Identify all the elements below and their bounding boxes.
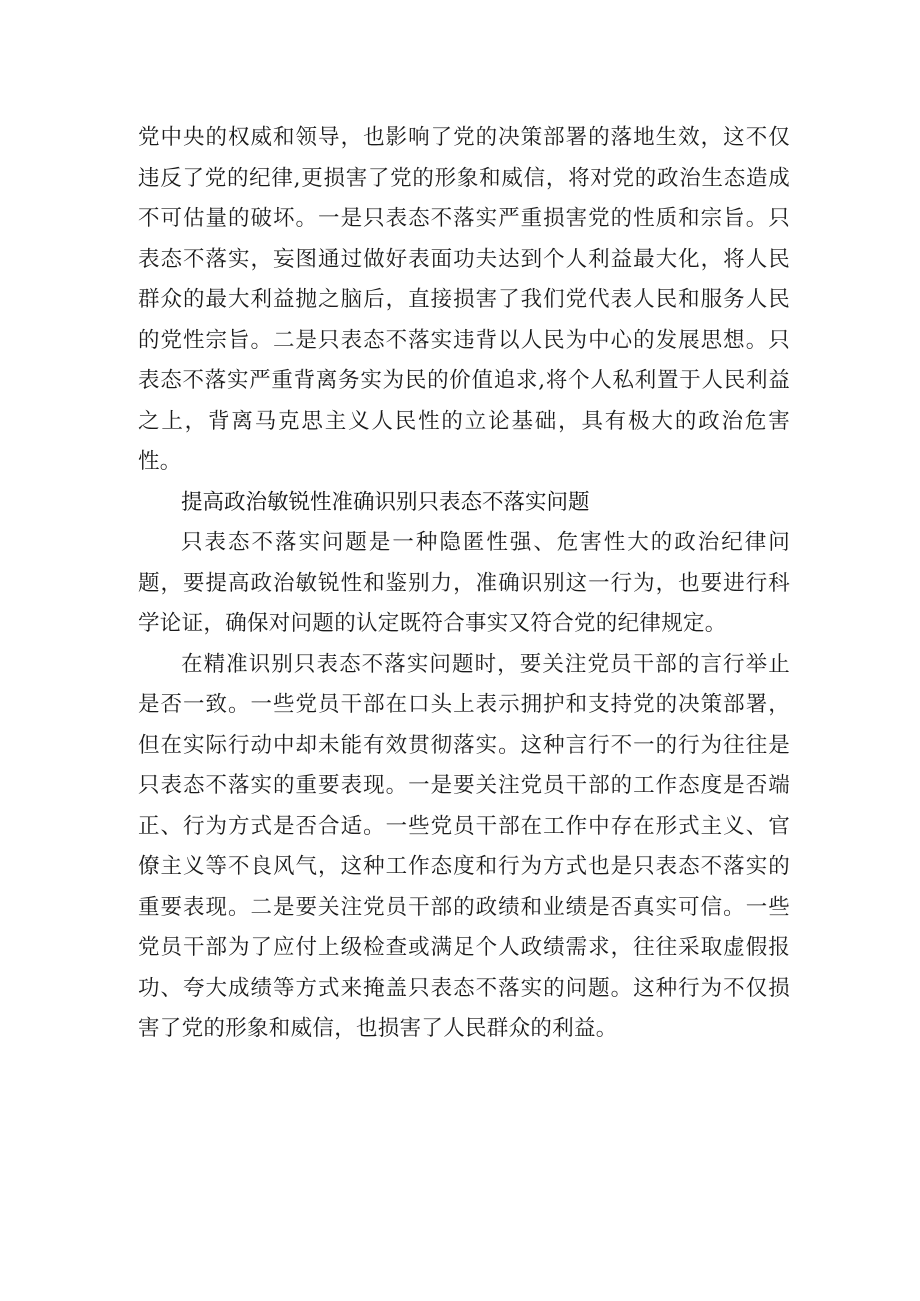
section-paragraph-1: 只表态不落实问题是一种隐匿性强、危害性大的政治纪律问题，要提高政治敏锐性和鉴别力，准确识别这一行为，也要进行科学论证，确保对问题的认定既符合事实又符合党的纪律规定。 [138, 530, 790, 636]
document-body [138, 118, 790, 1050]
section-heading: 提高政治敏锐性准确识别只表态不落实问题 [181, 489, 590, 515]
section-paragraph-2: 在精准识别只表态不落实问题时，要关注党员干部的言行举止是否一致。一些党员干部在口头上表示拥护和支持党的决策部署，但在实际行动中却未能有效贯彻落实。这种言行不一的行为往往是只表态不落实的重要表现。一是要关注党员干部的工作态度是否端正、行为方式是否合适。一些党员干部在工作中存在形式主义、官僚主义等不良风气，这种工作态度和行为方式也是只表态不落实的重要表现。二是要关注党员干部的政绩和业绩是否真实可信。一些党员干部为了应付上级检查或满足个人政绩需求，往往采取虚假报功、夸大成绩等方式来掩盖只表态不落实的问题。这种行为不仅损害了党的形象和威信，也损害了人民群众的利益。 [138, 651, 790, 1041]
continued-paragraph: 党中央的权威和领导，也影响了党的决策部署的落地生效，这不仅违反了党的纪律,更损害了党的形象和威信，将对党的政治生态造成不可估量的破坏。一是只表态不落实严重损害党的性质和宗旨。只表态不落实，妄图通过做好表面功夫达到个人利益最大化，将人民群众的最大利益抛之脑后，直接损害了我们党代表人民和服务人民的党性宗旨。二是只表态不落实违背以人民为中心的发展思想。只表态不落实严重背离务实为民的价值追求,将个人私利置于人民利益之上，背离马克思主义人民性的立论基础，具有极大的政治危害性。 [138, 125, 790, 474]
